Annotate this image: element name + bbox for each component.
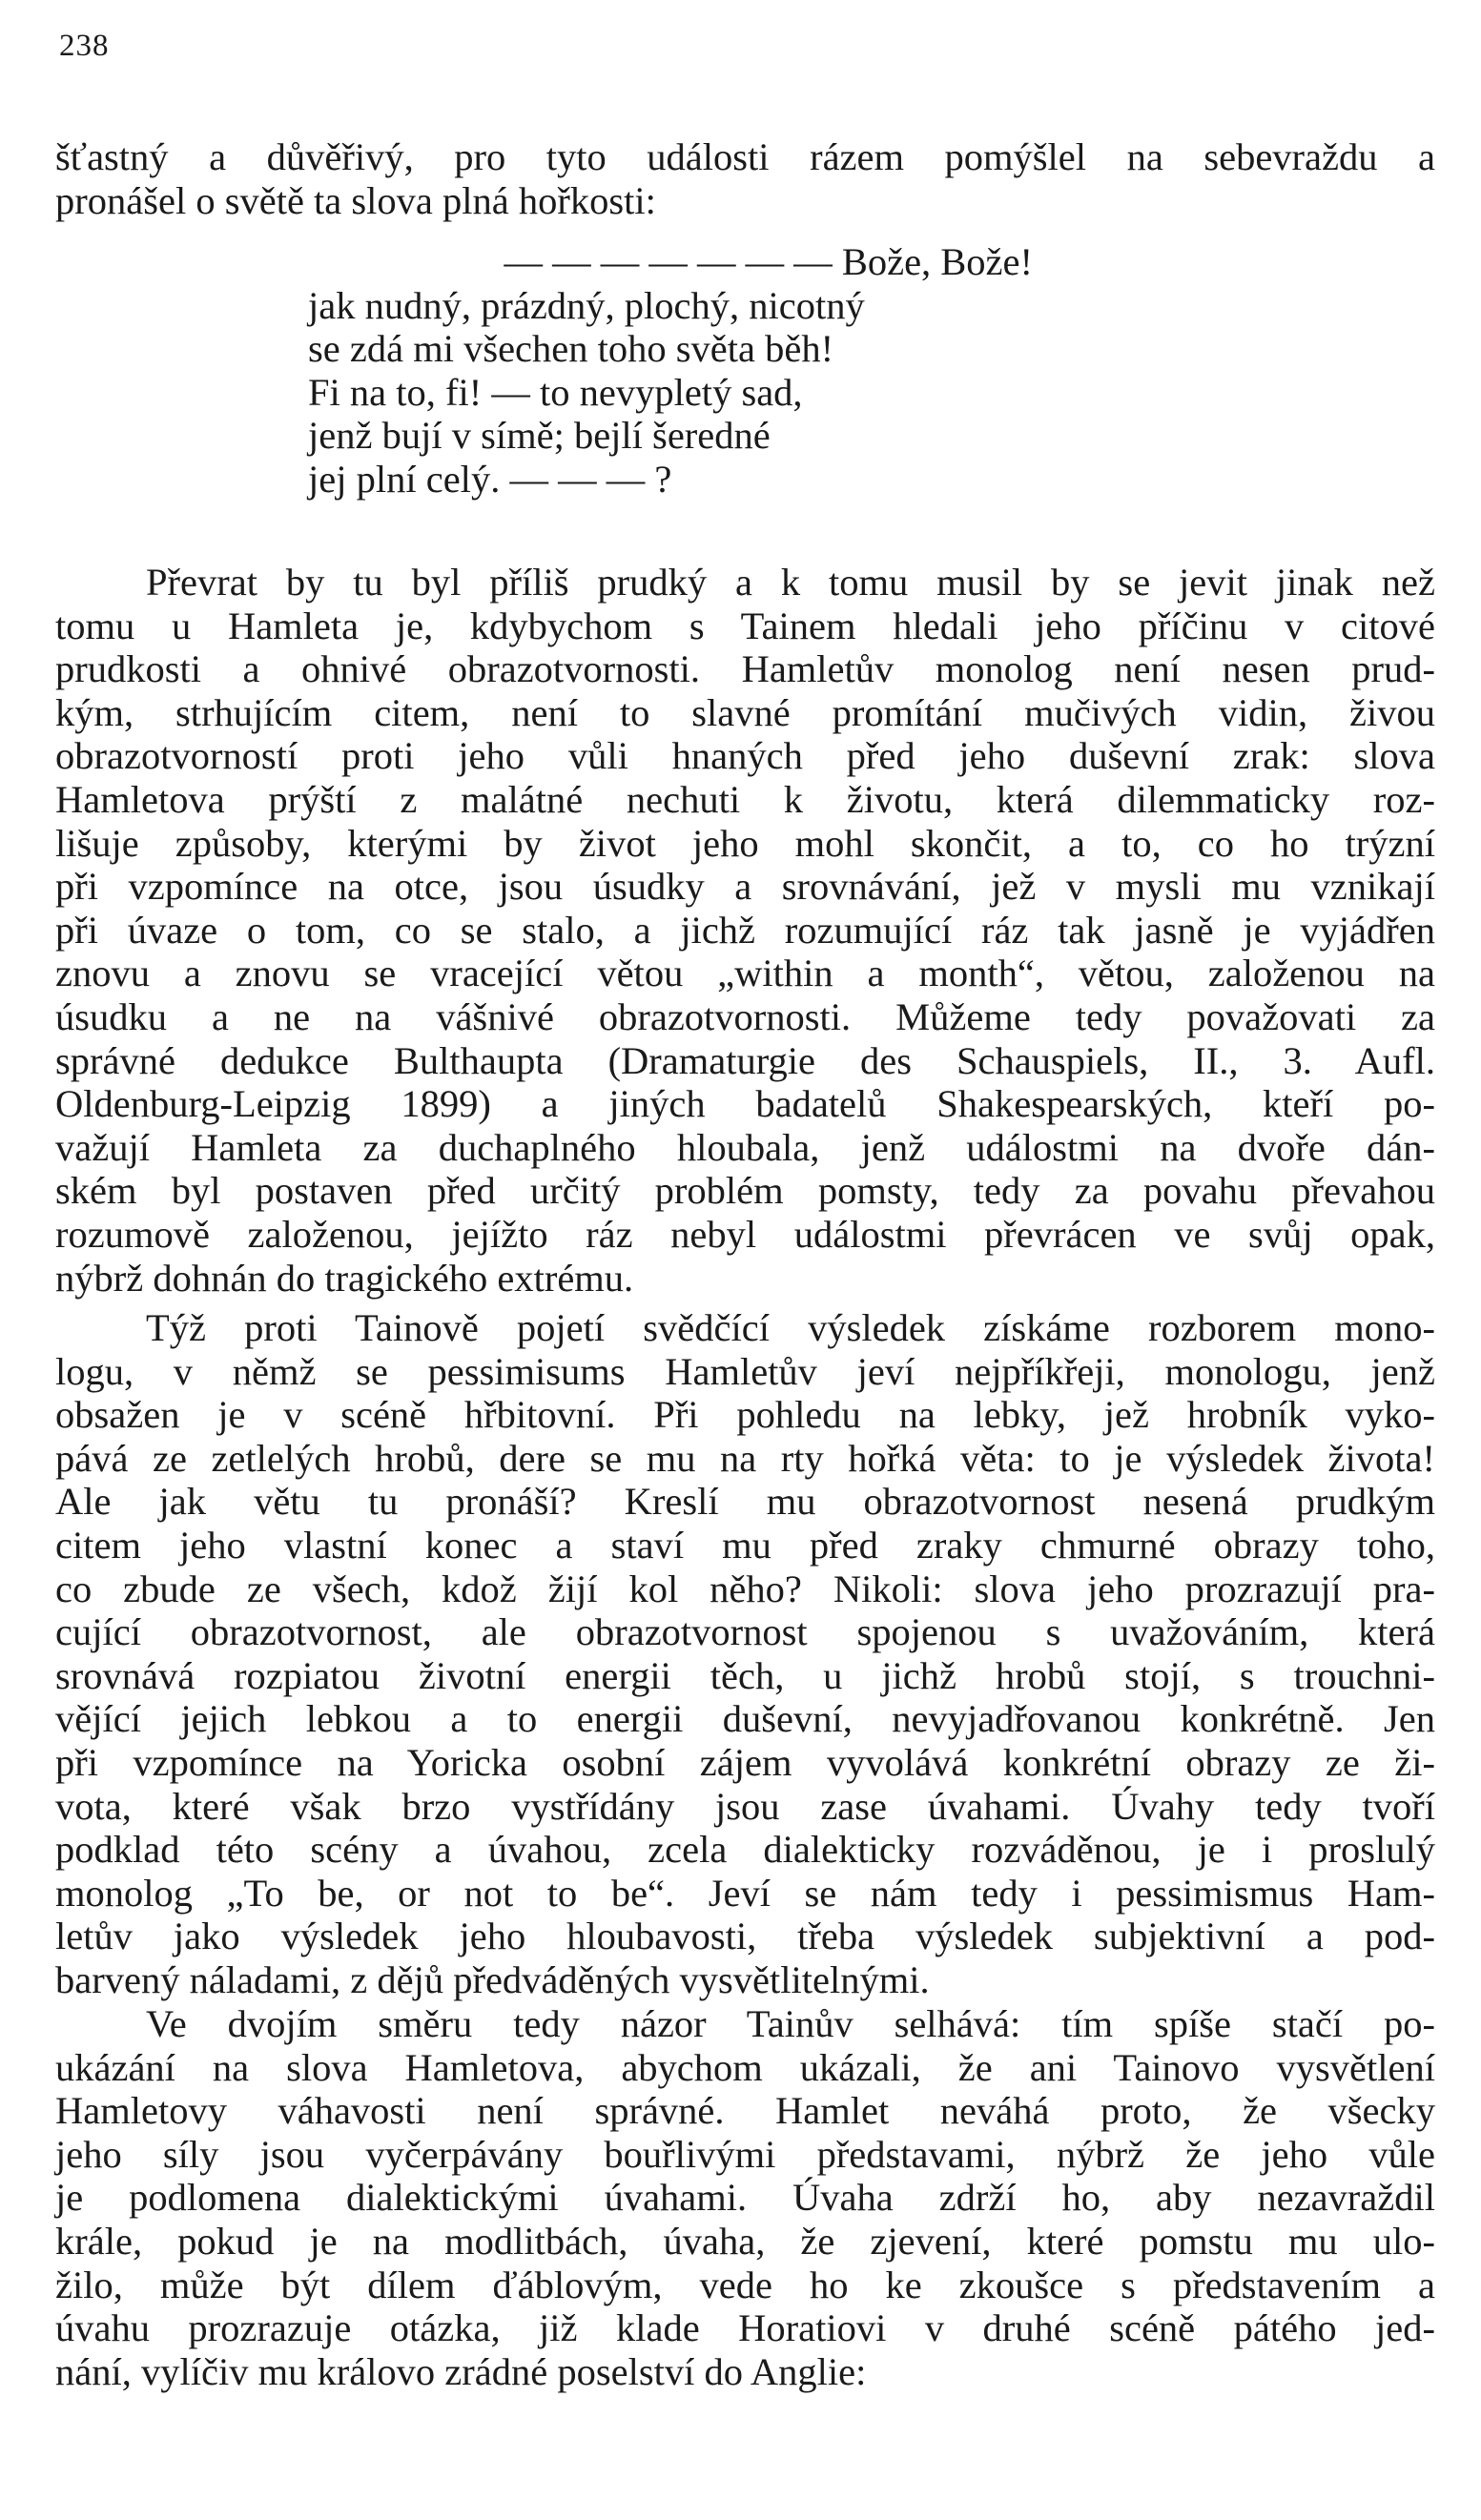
text-line: úsudku a ne na vášnivé obrazotvornosti. Můžeme tedy považovati za: [55, 994, 1435, 1038]
text-line: srovnává rozpiatou životní energii těch, u jichž hrobů stojí, s trouchni-: [55, 1653, 1435, 1697]
text-line: úvahu prozrazuje otázka, již klade Horatiovi v druhé scéně pátého jed-: [55, 2306, 1435, 2350]
poem-line: jak nudný, prázdný, plochý, nicotný: [308, 283, 865, 327]
text-line: ukázání na slova Hamletova, abychom ukázali, že ani Tainovo vysvětlení: [55, 2045, 1435, 2089]
text-line: žilo, může být dílem ďáblovým, vede ho ke zkoušce s představením a: [55, 2263, 1435, 2306]
text-line: Ve dvojím směru tedy názor Tainův selhává: tím spíše stačí po-: [146, 2002, 1435, 2045]
text-line: je podlomena dialektickými úvahami. Úvaha zdrží ho, aby nezavraždil: [55, 2176, 1435, 2220]
poem-line: jenž bují v símě; bejlí šeredné: [308, 414, 771, 458]
text-line: kým, strhujícím citem, není to slavné promítání mučivých vidin, živou: [55, 690, 1435, 734]
text-line: správné dedukce Bulthaupta (Dramaturgie des Schauspiels, II., 3. Aufl.: [55, 1038, 1435, 1082]
text-line: Ale jak větu tu pronáší? Kreslí mu obrazotvornost nesená prudkým: [55, 1480, 1435, 1524]
text-line: znovu a znovu se vracející větou „within a month“, větou, založenou na: [55, 952, 1435, 995]
text-line: rozumově založenou, jejížto ráz nebyl událostmi převrácen ve svůj opak,: [55, 1212, 1435, 1256]
poem-line: jej plní celý. — — — ?: [308, 457, 672, 501]
text-line: prudkosti a ohnivé obrazotvornosti. Hamletův monolog není nesen prud-: [55, 647, 1435, 691]
intro-paragraph: [55, 135, 1435, 222]
text-line: barvený náladami, z dějů předváděných vysvětlitelnými.: [55, 1957, 930, 2001]
text-line: obsažen je v scéně hřbitovní. Při pohledu na lebky, jež hrobník vyko-: [55, 1393, 1435, 1437]
text-line: šťastný a důvěřivý, pro tyto události rázem pomýšlel na sebevraždu a: [55, 135, 1435, 178]
text-line: pává ze zetlelých hrobů, dere se mu na rty hořká věta: to je výsledek života!: [55, 1436, 1435, 1480]
paragraph-3: [55, 2002, 1435, 2393]
text-line: logu, v němž se pessimisums Hamletův jeví nejpříkřeji, monologu, jenž: [55, 1349, 1435, 1393]
text-line: važují Hamleta za duchaplného hloubala, jenž událostmi na dvoře dán-: [55, 1125, 1435, 1169]
text-line: lišuje způsoby, kterými by život jeho mohl skončit, a to, co ho trýzní: [55, 821, 1435, 865]
text-line: cující obrazotvornost, ale obrazotvornost spojenou s uvažováním, která: [55, 1610, 1435, 1654]
text-line: letův jako výsledek jeho hloubavosti, třeba výsledek subjektivní a pod-: [55, 1915, 1435, 1958]
text-line: při úvaze o tom, co se stalo, a jichž rozumující ráz tak jasně je vyjádřen: [55, 908, 1435, 952]
text-line: ském byl postaven před určitý problém pomsty, tedy za povahu převahou: [55, 1169, 1435, 1213]
poem-line: Fi na to, fi! — to nevypletý sad,: [308, 370, 803, 414]
text-line: obrazotvorností proti jeho vůli hnaných před jeho duševní zrak: slova: [55, 734, 1435, 778]
text-line: Týž proti Tainově pojetí svědčící výsledek získáme rozborem mono-: [146, 1306, 1435, 1349]
text-line: při vzpomínce na otce, jsou úsudky a srovnávání, jež v mysli mu vznikají: [55, 865, 1435, 909]
text-line: vota, které však brzo vystřídány jsou zase úvahami. Úvahy tedy tvoří: [55, 1784, 1435, 1828]
text-line: co zbude ze všech, kdož žijí kol něho? Nikoli: slova jeho prozrazují pra-: [55, 1567, 1435, 1610]
text-line: jeho síly jsou vyčerpávány bouřlivými představami, nýbrž že jeho vůle: [55, 2132, 1435, 2176]
text-line: citem jeho vlastní konec a staví mu před zraky chmurné obrazy toho,: [55, 1523, 1435, 1567]
poem-quote: [308, 240, 1033, 502]
text-line: nání, vylíčiv mu královo zrádné poselství do Anglie:: [55, 2349, 867, 2393]
text-line: monolog „To be, or not to be“. Jeví se nám tedy i pessimismus Ham-: [55, 1871, 1435, 1915]
text-line: tomu u Hamleta je, kdybychom s Tainem hledali jeho příčinu v citové: [55, 604, 1435, 647]
text-line: Oldenburg-Leipzig 1899) a jiných badatelů Shakespearských, kteří po-: [55, 1082, 1435, 1126]
text-line: podklad této scény a úvahou, zcela dialekticky rozváděnou, je i proslulý: [55, 1828, 1435, 1872]
text-line: vějící jejich lebkou a to energii duševní, nevyjadřovanou konkrétně. Jen: [55, 1697, 1435, 1741]
text-line: nýbrž dohnán do tragického extrému.: [55, 1256, 634, 1300]
poem-line: — — — — — — — Bože, Bože!: [504, 240, 1033, 283]
text-line: při vzpomínce na Yoricka osobní zájem vyvolává konkrétní obrazy ze ži-: [55, 1740, 1435, 1784]
text-line: Převrat by tu byl příliš prudký a k tomu musil by se jevit jinak než: [146, 561, 1435, 604]
text-line: pronášel o světě ta slova plná hořkosti:: [55, 178, 656, 222]
poem-line: se zdá mi všechen toho světa běh!: [308, 327, 834, 371]
text-line: Hamletovy váhavosti není správné. Hamlet neváhá proto, že všecky: [55, 2089, 1435, 2133]
text-line: Hamletova prýští z malátné nechuti k životu, která dilemmaticky roz-: [55, 777, 1435, 821]
paragraph-2: [55, 1306, 1435, 2002]
paragraph-1: [55, 561, 1435, 1300]
page-number: 238: [59, 29, 110, 63]
text-line: krále, pokud je na modlitbách, úvaha, že zjevení, které pomstu mu ulo-: [55, 2219, 1435, 2263]
